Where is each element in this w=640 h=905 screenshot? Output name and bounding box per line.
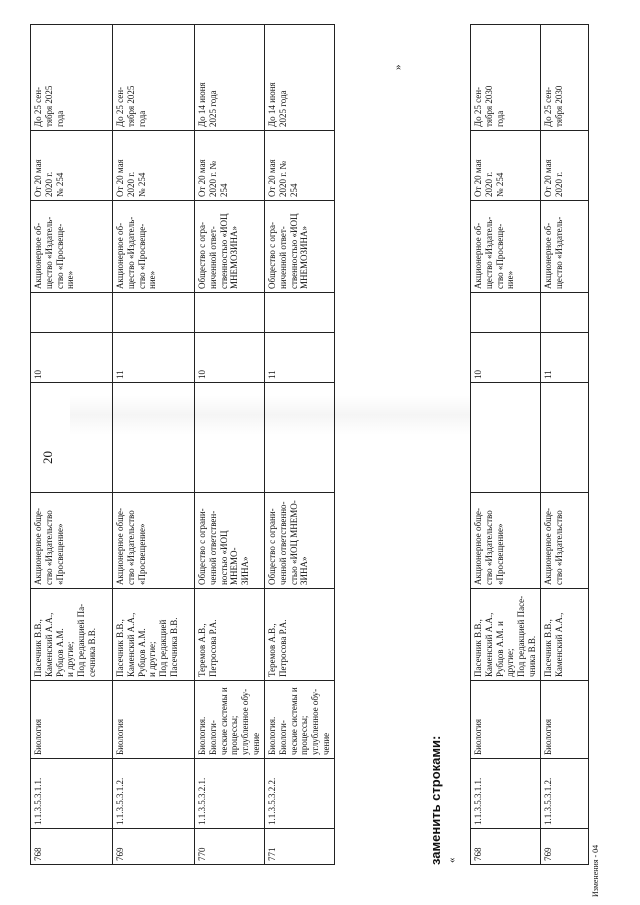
table-cell: Теремов А.В., Петросова Р.А.: [195, 589, 265, 681]
table-cell: Акционерное об- щество «Издатель- ство «Просвеще- ние»: [471, 201, 541, 293]
table-cell: 10: [471, 333, 541, 383]
table-cell: Биология. Биологи- ческие системы и процессы; углубленное обу- чение: [195, 681, 265, 759]
table-cell: Биология: [541, 681, 589, 759]
table-cell: [265, 293, 335, 333]
table-cell: До 25 сен- тября 2030 года: [471, 25, 541, 131]
table-cell: 11: [541, 333, 589, 383]
table-cell: Теремов А.В., Петросова Р.А.: [265, 589, 335, 681]
table-cell: От 20 мая 2020 г. № 254: [113, 131, 195, 201]
table-row: [113, 25, 195, 865]
table-cell: 768: [31, 829, 113, 865]
table-cell: От 20 мая 2020 г. № 254: [31, 131, 113, 201]
table-cell: [471, 383, 541, 493]
table-cell: От 20 мая 2020 г. № 254: [195, 131, 265, 201]
table-cell: Биология: [113, 681, 195, 759]
table-cell: 1.1.3.5.3.1.1.: [471, 759, 541, 829]
opening-quote: «: [446, 857, 458, 863]
table-cell: 769: [113, 829, 195, 865]
table-cell: [265, 383, 335, 493]
table-row: [265, 25, 335, 865]
table-cell: [471, 293, 541, 333]
table-row: [31, 25, 113, 865]
table-cell: До 25 сен- тября 2025 года: [113, 25, 195, 131]
table-cell: 769: [541, 829, 589, 865]
table-cell: Акционерное об- щество «Издатель-: [541, 201, 589, 293]
table-cell: [195, 293, 265, 333]
table-cell: Общество с огра- ниченной ответ- ственностью «ИОЦ МНЕМОЗИНА»: [265, 201, 335, 293]
table-cell: 10: [31, 333, 113, 383]
table-row: [195, 25, 265, 865]
table-cell: Пасечник В.В., Каменский А.А., Рубцов А.М. и другие; Под редакцией Па- сечника В.В.: [31, 589, 113, 681]
table-cell: Общество с огра- ниченной ответ- ственностью «ИОЦ МНЕМОЗИНА»: [195, 201, 265, 293]
table-cell: От 20 мая 2020 г.: [541, 131, 589, 201]
table-cell: 768: [471, 829, 541, 865]
table-cell: Акционерное об- щество «Издатель- ство «Просвеще- ние»: [31, 201, 113, 293]
table-cell: Общество с ограни- ченной ответственно- стью «ИОЦ МНЕМО- ЗИНА»: [265, 493, 335, 589]
table-cell: [541, 293, 589, 333]
table-cell: Биология: [31, 681, 113, 759]
table-cell: [195, 383, 265, 493]
table-row: [471, 25, 541, 865]
footer-revision: Изменения - 04: [591, 844, 600, 897]
table-cell: От 20 мая 2020 г. № 254: [265, 131, 335, 201]
table-cell: Биология: [471, 681, 541, 759]
table-cell: 1.1.3.5.3.2.2.: [265, 759, 335, 829]
table-cell: До 25 сен- тября 2025 года: [31, 25, 113, 131]
table-cell: 1.1.3.5.3.1.1.: [31, 759, 113, 829]
table-cell: [113, 383, 195, 493]
table-cell: До 14 июня 2025 года: [195, 25, 265, 131]
table-cell: Пасечник В.В., Каменский А.А., Рубцов А.М. и другие; Под редакцией Пасечника В.В.: [113, 589, 195, 681]
table-cell: 771: [265, 829, 335, 865]
table-cell: 1.1.3.5.3.1.2.: [113, 759, 195, 829]
page-number: 20: [40, 451, 55, 464]
table-cell: 1.1.3.5.3.2.1.: [195, 759, 265, 829]
closing-quote: »: [392, 64, 404, 70]
table-cell: 770: [195, 829, 265, 865]
table-cell: Пасечник В.В., Каменский А.А.,: [541, 589, 589, 681]
table-cell: 11: [265, 333, 335, 383]
table-cell: Биология. Биологи- ческие системы и процессы; углубленное обу- чение: [265, 681, 335, 759]
table-cell: 1.1.3.5.3.1.2.: [541, 759, 589, 829]
table-cell: Акционерное об- щество «Издатель- ство «Просвеще- ние»: [113, 201, 195, 293]
table-cell: [541, 383, 589, 493]
replace-with-rows-label: заменить строками:: [428, 735, 443, 865]
table-cell: [31, 293, 113, 333]
table-cell: Акционерное обще- ство «Издательство «Просвещение»: [31, 493, 113, 589]
table-cell: [31, 383, 113, 493]
table-cell: Акционерное обще- ство «Издательство: [541, 493, 589, 589]
table-cell: Акционерное обще- ство «Издательство «Просвещение»: [471, 493, 541, 589]
table-cell: От 20 мая 2020 г. № 254: [471, 131, 541, 201]
table-cell: 10: [195, 333, 265, 383]
textbook-table-current: [30, 24, 335, 865]
table-cell: Общество с ограни- ченной ответствен- ностью «ИОЦ МНЕМО- ЗИНА»: [195, 493, 265, 589]
table-cell: До 14 июня 2025 года: [265, 25, 335, 131]
table-cell: 11: [113, 333, 195, 383]
table-cell: [113, 293, 195, 333]
table-cell: До 25 сен- тября 2030: [541, 25, 589, 131]
table-cell: Пасечник В.В., Каменский А.А., Рубцов А.М. и другие; Под редакцией Пасе- чника В.В.: [471, 589, 541, 681]
table-row: [541, 25, 589, 865]
textbook-table-replacement: [470, 24, 589, 865]
table-cell: Акционерное обще- ство «Издательство «Просвещение»: [113, 493, 195, 589]
